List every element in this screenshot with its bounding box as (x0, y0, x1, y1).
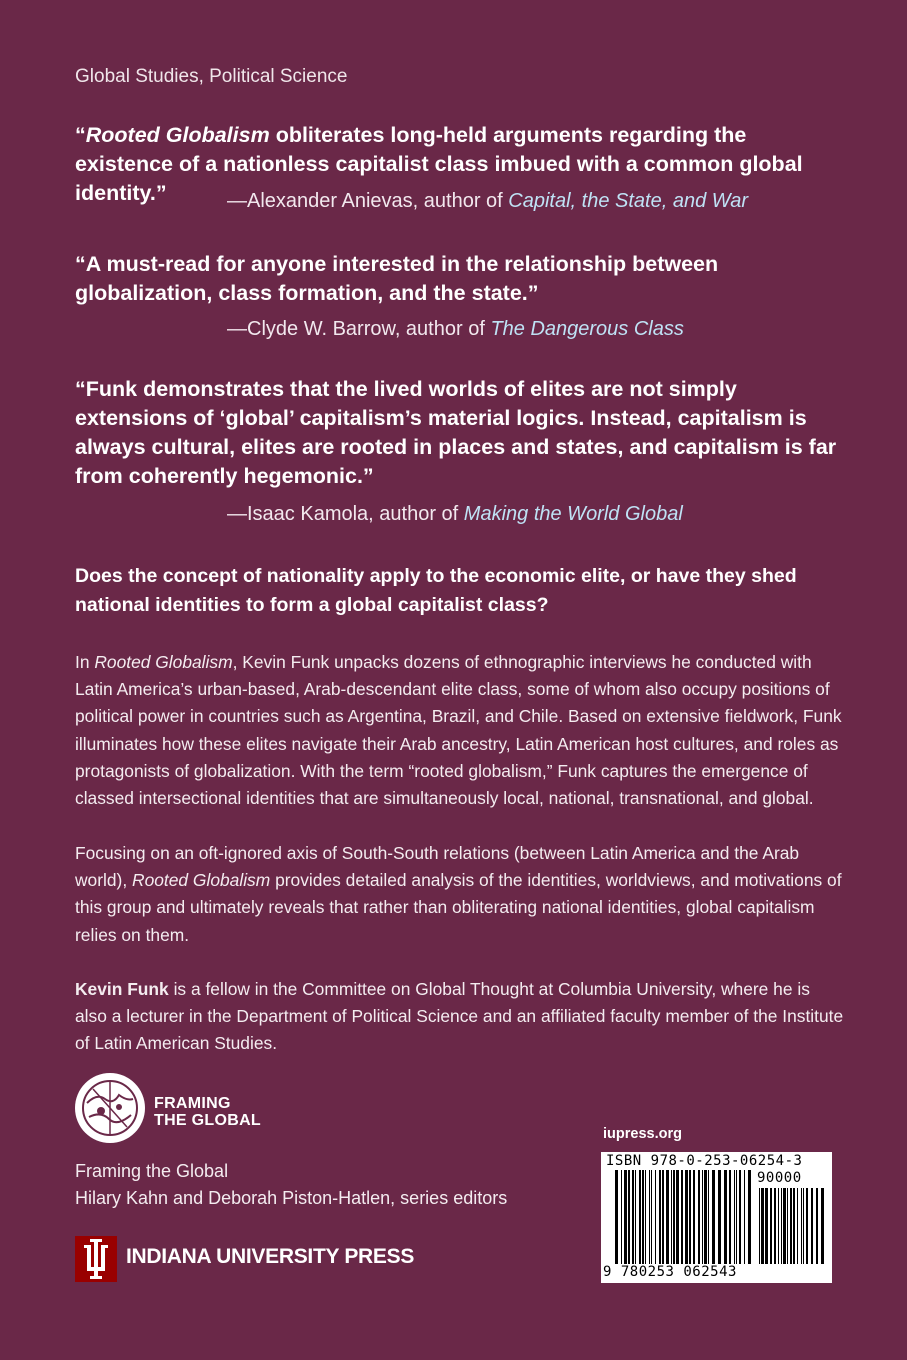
barcode-bar (639, 1170, 641, 1264)
barcode-bar (651, 1170, 652, 1264)
barcode-bar (615, 1170, 618, 1264)
blurb-1-attribution: —Alexander Anievas, author of Capital, the State, and War (227, 190, 749, 212)
book-title: Rooted Globalism (132, 870, 271, 891)
barcode-bar (793, 1188, 795, 1264)
barcode-bar (778, 1188, 779, 1264)
barcode-bar (681, 1170, 683, 1264)
barcode-bar (744, 1170, 745, 1264)
barcode-bar (748, 1170, 751, 1264)
series-logo-wordmark: FRAMING THE GLOBAL (154, 1095, 261, 1129)
iu-trident-icon (75, 1236, 117, 1282)
barcode-bar (628, 1170, 630, 1264)
barcode-bar (698, 1170, 700, 1264)
barcode-bar (801, 1188, 802, 1264)
barcode-bar (806, 1188, 808, 1264)
barcode-bar (765, 1188, 768, 1264)
barcode-bar (689, 1170, 691, 1264)
series-editors: Hilary Kahn and Deborah Piston-Hatlen, series editors (75, 1188, 508, 1208)
blurb-1-quote: “Rooted Globalism obliterates long-held arguments regarding the existence of a nationless capitalist class imbued with a common global identity.” (75, 123, 803, 205)
addon-barcode-bars (759, 1188, 827, 1266)
barcode-bar (718, 1170, 721, 1264)
barcode-bar (632, 1170, 634, 1264)
barcode-bar (770, 1188, 772, 1264)
barcode-bar (724, 1170, 727, 1264)
barcode-bar (671, 1170, 672, 1264)
barcode-bar (655, 1170, 656, 1264)
attribution-work: Capital, the State, and War (508, 190, 749, 212)
barcode-bar (673, 1170, 675, 1264)
blurb-3-quote: “Funk demonstrates that the lived worlds of elites are not simply extensions of ‘global’ capitalism’s material logics. Instead, capitalism is always cultural, elites are rooted in places and states, and capitalism is far from coherently hegemonic.” (75, 377, 837, 488)
series-name: Framing the Global (75, 1161, 229, 1181)
barcode-bar (790, 1188, 792, 1264)
globe-icon (75, 1073, 145, 1143)
barcode-bar (783, 1188, 786, 1264)
lead-question: Does the concept of nationality apply to the economic elite, or have they shed national identities to form a global capitalist class? (75, 565, 797, 616)
barcode-bar (693, 1170, 695, 1264)
publisher-url: iupress.org (603, 1126, 682, 1142)
barcode-bar (787, 1188, 788, 1264)
barcode-bar (712, 1170, 715, 1264)
ean-number: 9 780253 062543 (603, 1264, 737, 1280)
isbn-text: ISBN 978-0-253-06254-3 (606, 1153, 803, 1169)
barcode-bar (708, 1170, 709, 1264)
barcode-bar (739, 1170, 741, 1264)
blurb-2-quote: “A must-read for anyone interested in the relationship between globalization, class formation, and the state.” (75, 252, 719, 305)
barcode-bar (803, 1188, 804, 1264)
barcode-bar (797, 1188, 798, 1264)
category-label: Global Studies, Political Science (75, 66, 348, 87)
barcode-bar (781, 1188, 782, 1264)
barcode-bar (774, 1188, 776, 1264)
attribution-work: Making the World Global (463, 503, 683, 525)
barcode-bar (649, 1170, 650, 1264)
price-code: 90000 (757, 1170, 802, 1186)
barcode-bar (642, 1170, 644, 1264)
description-paragraph-2: Focusing on an oft-ignored axis of South-South relations (between Latin America and the Arab world), Rooted Globalism provides detailed analysis of the identities, worldviews, and motivations of this group and ultimately reveals that rather than obliterating national identities, global capitalism relies on them. (75, 843, 842, 945)
book-title: Rooted Globalism (94, 652, 233, 672)
barcode-bar (645, 1170, 646, 1264)
barcode-bar (666, 1170, 669, 1264)
barcode-bar (676, 1170, 679, 1264)
barcode-bar (662, 1170, 664, 1264)
barcode-bar (811, 1188, 813, 1264)
barcode-bar (736, 1170, 737, 1264)
series-info (75, 1158, 507, 1212)
blurb-3-attribution: —Isaac Kamola, author of Making the World Global (227, 503, 683, 525)
book-title: Rooted Globalism (85, 123, 270, 147)
isbn-barcode (601, 1152, 832, 1283)
barcode-bar (759, 1188, 760, 1264)
ean-barcode-bars (615, 1170, 755, 1266)
author-bio: Kevin Funk is a fellow in the Committee on Global Thought at Columbia University, where he is also a lecturer in the Department of Political Science and an affiliated faculty member of the Institute of Latin American Studies. (75, 979, 844, 1054)
barcode-bar (659, 1170, 661, 1264)
barcode-bar (821, 1188, 824, 1264)
publisher-name: INDIANA UNIVERSITY PRESS (126, 1245, 415, 1268)
description-paragraph-1: In Rooted Globalism, Kevin Funk unpacks dozens of ethnographic interviews he conducted with Latin America’s urban-based, Arab-descendant elite class, some of whom also occupy positions of political power in countries such as Argentina, Brazil, and Chile. Based on extensive fieldwork, Funk illuminates how these elites navigate their Arab ancestry, Latin American host cultures, and roles as protagonists of globalization. With the term “rooted globalism,” Funk captures the emergence of classed intersectional identities that are simultaneously local, national, transnational, and global. (75, 652, 842, 809)
barcode-bar (729, 1170, 731, 1264)
barcode-bar (621, 1170, 622, 1264)
barcode-bar (761, 1188, 764, 1264)
author-name: Kevin Funk (75, 979, 169, 999)
barcode-bar (704, 1170, 707, 1264)
barcode-bar (816, 1188, 818, 1264)
barcode-bar (624, 1170, 627, 1264)
barcode-bar (685, 1170, 688, 1264)
barcode-bar (635, 1170, 636, 1264)
attribution-work: The Dangerous Class (490, 318, 684, 340)
barcode-bar (734, 1170, 735, 1264)
blurb-2-attribution: —Clyde W. Barrow, author of The Dangerous Class (227, 318, 684, 340)
barcode-bar (702, 1170, 703, 1264)
framing-the-global-logo (75, 1073, 145, 1143)
